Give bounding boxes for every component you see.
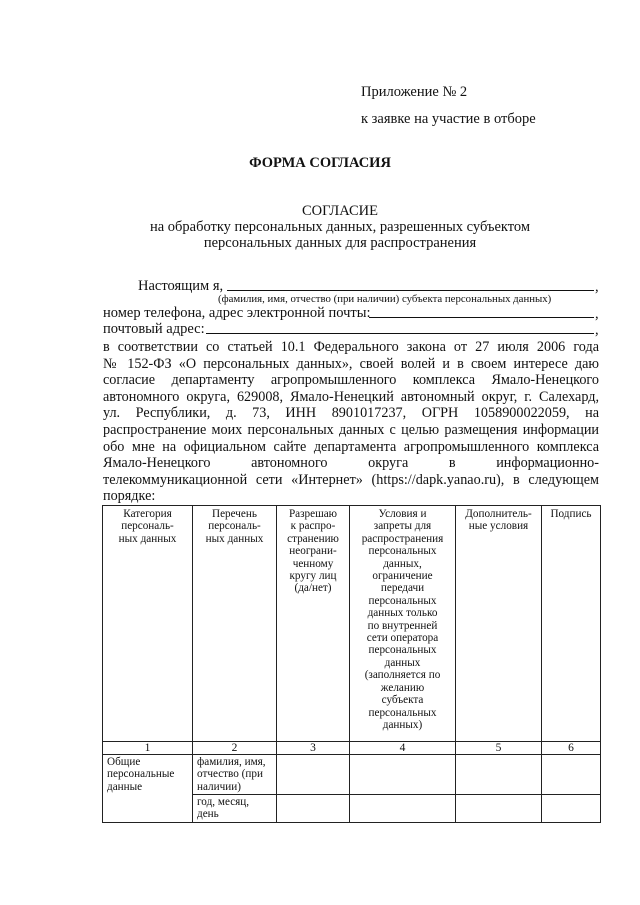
header-category: Категория персональ- ных данных [103, 506, 193, 742]
address-field-label: почтовый адрес: [103, 321, 205, 337]
signature-cell[interactable] [542, 755, 601, 795]
consent-body [103, 339, 599, 505]
table-header-row [103, 506, 601, 742]
col-number: 6 [542, 742, 601, 755]
header-conditions: Условия и запреты для распространения персональных данных, ограничение передачи персональных данных только по внутренней сети оператора персональных данных (заполняется по желанию субъекта персональных данных) [350, 506, 456, 742]
header-allow: Разрешаю к распро- странению неограни- ченному кругу лиц (да/нет) [277, 506, 350, 742]
allow-cell[interactable] [277, 795, 350, 823]
name-field-label: Настоящим я, [138, 278, 224, 294]
additional-cell[interactable] [456, 795, 542, 823]
contacts-field[interactable] [369, 317, 594, 318]
col-number: 4 [350, 742, 456, 755]
table-row [103, 755, 601, 795]
body-line: распространение моих персональных данных с целью размещения информации [103, 421, 599, 438]
col-number: 2 [193, 742, 277, 755]
category-cell: Общие персональные данные [103, 755, 193, 823]
body-line: № 152-ФЗ «О персональных данных», своей волей и в своем интересе даю [103, 355, 599, 372]
body-line: ул. Республики, д. 73, ИНН 8901017237, ОГРН 1058900022059, на [103, 405, 599, 422]
body-line: порядке: [103, 488, 156, 505]
body-line: телекоммуникационной сети «Интернет» (https://dapk.yanao.ru), в следующем [103, 471, 599, 488]
data-item-cell: год, месяц, день [193, 795, 277, 823]
body-line: обо мне на официальном сайте департамента агропромышленного комплекса [103, 438, 599, 455]
col-number: 1 [103, 742, 193, 755]
comma-3: , [595, 322, 599, 338]
header-additional: Дополнитель- ные условия [456, 506, 542, 742]
body-line: в соответствии со статьей 10.1 Федерального закона от 27 июля 2006 года [103, 339, 599, 355]
additional-cell[interactable] [456, 755, 542, 795]
form-title: ФОРМА СОГЛАСИЯ [249, 155, 391, 171]
body-line: Ямало-Ненецкого автономного округа в информационно- [103, 455, 599, 472]
conditions-cell[interactable] [350, 795, 456, 823]
header-list: Перечень персональ- ных данных [193, 506, 277, 742]
appendix-number: Приложение № 2 [361, 84, 468, 100]
body-line: автономного округа, 629008, Ямало-Ненецкий автономный округ, г. Салехард, [103, 388, 599, 405]
body-line: согласие департаменту агропромышленного комплекса Ямало-Ненецкого [103, 372, 599, 389]
allow-cell[interactable] [277, 755, 350, 795]
col-number: 5 [456, 742, 542, 755]
col-number: 3 [277, 742, 350, 755]
data-item-cell: фамилия, имя, отчество (при наличии) [193, 755, 277, 795]
consent-subtitle-line1: на обработку персональных данных, разрешенных субъектом [149, 219, 531, 235]
name-field[interactable] [227, 290, 594, 291]
table-number-row [103, 742, 601, 755]
comma-1: , [595, 279, 599, 295]
signature-cell[interactable] [542, 795, 601, 823]
contacts-field-label: номер телефона, адрес электронной почты: [103, 305, 371, 321]
address-field[interactable] [206, 333, 594, 334]
comma-2: , [595, 306, 599, 322]
header-signature: Подпись [542, 506, 601, 742]
conditions-cell[interactable] [350, 755, 456, 795]
consent-title: СОГЛАСИЕ [301, 203, 379, 219]
appendix-reference: к заявке на участие в отборе [361, 111, 536, 127]
consent-subtitle-line2: персональных данных для распространения [203, 235, 477, 251]
consent-table [102, 505, 601, 823]
name-field-hint: (фамилия, имя, отчество (при наличии) субъекта персональных данных) [218, 293, 552, 305]
